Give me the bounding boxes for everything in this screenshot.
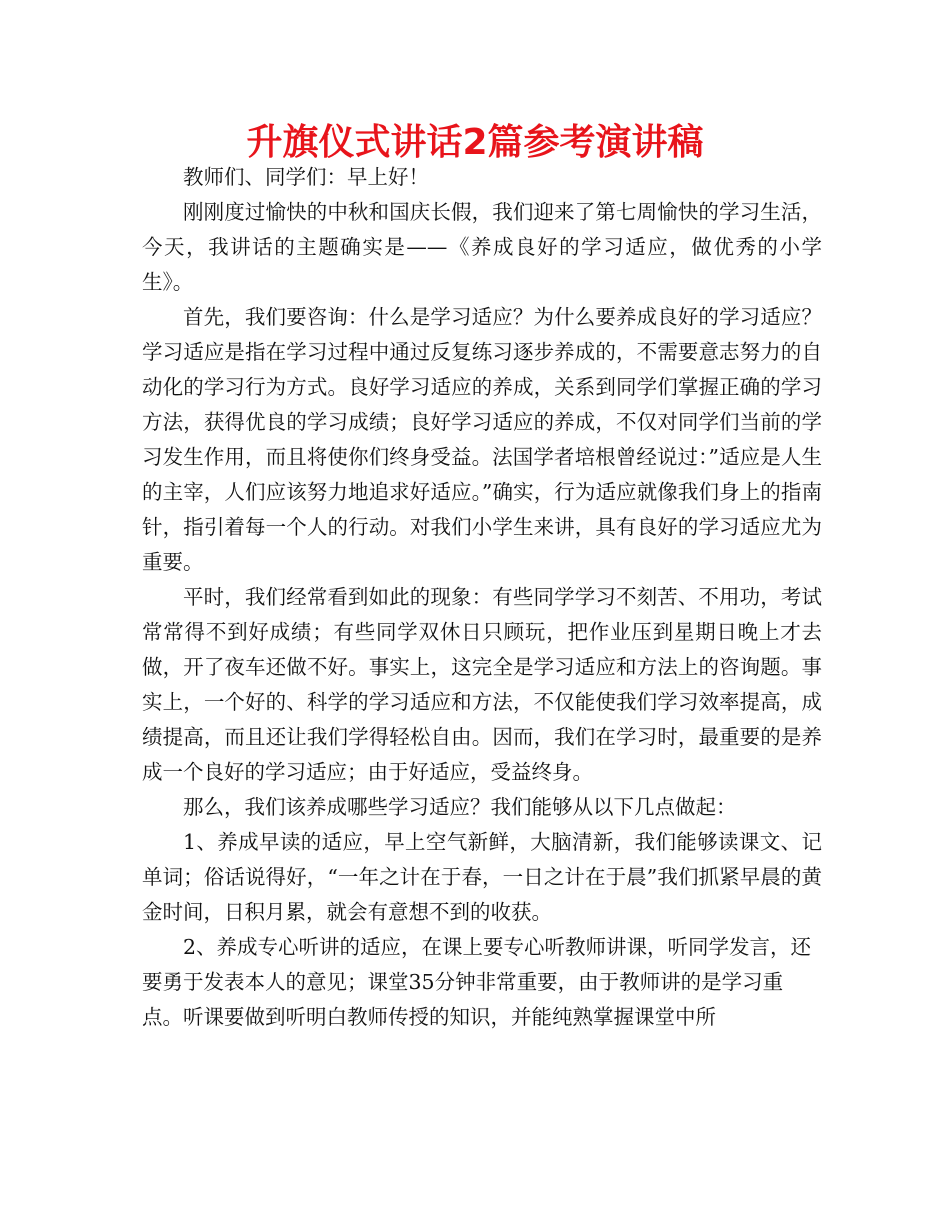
paragraph-intro: 刚刚度过愉快的中秋和国庆长假，我们迎来了第七周愉快的学习生活，今天，我讲话的主题确实是——《养成良好的学习适应，做优秀的小学生》。 <box>142 200 822 294</box>
document-title: 升旗仪式讲话2篇参考演讲稿 <box>246 122 704 163</box>
paragraph-greeting: 教师们、同学们：早上好！ <box>183 165 429 189</box>
paragraph-point-2: 2、养成专心听讲的适应，在课上要专心听教师讲课，听同学发言，还要勇于发表本人的意见；课堂35分钟非常重要，由于教师讲的是学习重点。听课要做到听明白教师传授的知识，并能纯熟掌握课堂中所 <box>142 935 812 1029</box>
paragraph-observation: 平时，我们经常看到如此的现象：有些同学学习不刻苦、不用功，考试常常得不到好成绩；有些同学双休日只顾玩，把作业压到星期日晚上才去做，开了夜车还做不好。事实上，这完全是学习适应和方法上的咨询题。事实上，一个好的、科学的学习适应和方法，不仅能使我们学习效率提高，成绩提高，而且还让我们学得轻松自由。因而，我们在学习时，最重要的是养成一个良好的学习适应；由于好适应，受益终身。 <box>142 585 822 784</box>
document-body <box>142 160 822 1035</box>
paragraph-point-1: 1、养成早读的适应，早上空气新鲜，大脑清新，我们能够读课文、记单词；俗话说得好，“一年之计在于春，一日之计在于晨”我们抓紧早晨的黄金时间，日积月累，就会有意想不到的收获。 <box>142 830 822 924</box>
paragraph-definition: 首先，我们要咨询：什么是学习适应？为什么要养成良好的学习适应？学习适应是指在学习过程中通过反复练习逐步养成的，不需要意志努力的自动化的学习行为方式。良好学习适应的养成，关系到同学们掌握正确的学习方法，获得优良的学习成绩；良好学习适应的养成，不仅对同学们当前的学习发生作用，而且将使你们终身受益。法国学者培根曾经说过：”适应是人生的主宰，人们应该努力地追求好适应。”确实，行为适应就像我们身上的指南针，指引着每一个人的行动。对我们小学生来讲，具有良好的学习适应尤为重要。 <box>142 305 822 574</box>
paragraph-question: 那么，我们该养成哪些学习适应？我们能够从以下几点做起： <box>183 795 737 819</box>
